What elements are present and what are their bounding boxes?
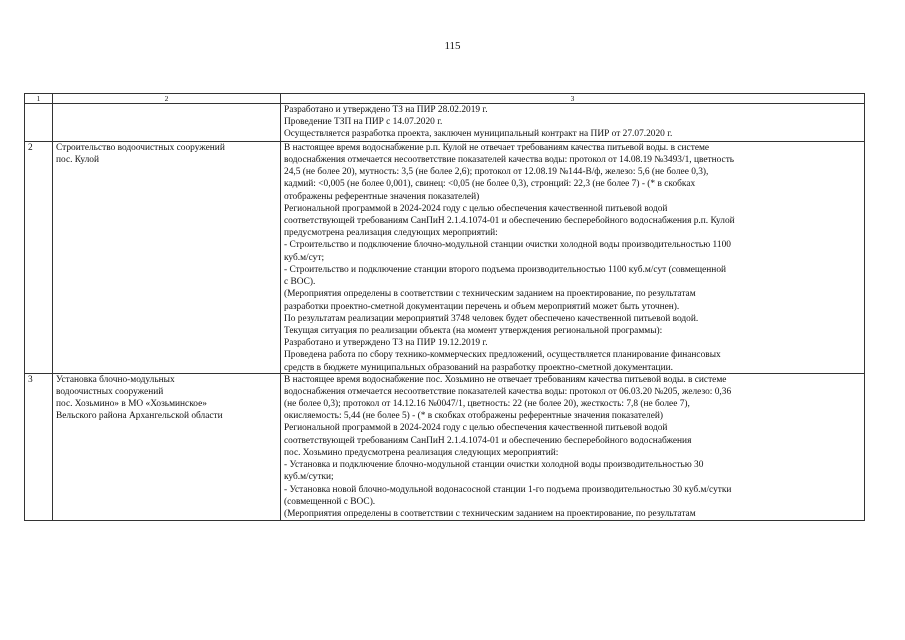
text-line: Разработано и утверждено ТЗ на ПИР 28.02.2019 г. [284,105,488,115]
row-number [25,104,53,142]
row-number: 3 [25,373,53,521]
text-line: соответствующей требованиям СанПиН 2.1.4.1074-01 и обеспечению бесперебойного водоснабжения [284,435,692,446]
table-row [25,373,865,521]
name-line: пос. Хозьмино» в МО «Хозьминское» [56,399,207,410]
text-line: Проведение ТЗП на ПИР с 14.07.2020 г. [284,117,443,128]
text-line: куб.м/сутки; [284,472,334,483]
object-name [53,373,281,521]
description-cell [281,141,865,373]
text-line: Региональной программой в 2024-2024 году с целью обеспечения качественной питьевой водой [284,423,668,434]
text-line: (Мероприятия определены в соответствии с техническим заданием на проектирование, по результатам [284,289,696,300]
text-line: окисляемость: 5,44 (не более 5) - (* в скобках отображены референтные значения показателей) [284,411,664,422]
text-line: В настоящее время водоснабжение р.п. Кулой не отвечает требованиям качества питьевой воды. в системе [284,142,710,153]
text-line: - Строительство и подключение станции второго подъема производительностью 1100 куб.м/сут (совмещенной [284,264,727,275]
page-number: 115 [444,40,461,52]
text-line: кадмий: <0,005 (не более 0,001), свинец: <0,05 (не более 0,3), стронций: 22,3 (не более 7) - (* в скобках [284,179,696,190]
name-line: водоочистных сооружений [56,386,164,397]
text-line: - Установка и подключение блочно-модульной станции очистки холодной воды производительностью 30 [284,460,704,471]
text-line: (Мероприятия определены в соответствии с техническим заданием на проектирование, по результатам [284,509,696,519]
projects-table [24,93,865,521]
description-cell [281,104,865,142]
name-line: Вельского района Архангельской области [56,411,223,422]
row-number: 2 [25,141,53,373]
text-line: Текущая ситуация по реализации объекта (на момент утверждения региональной программы): [284,325,663,336]
text-line: - Строительство и подключение блочно-модульной станции очистки холодной воды производительностью 1100 [284,240,731,251]
text-line: куб.м/сут; [284,252,325,263]
table-row [25,141,865,373]
text-line: - Установка новой блочно-модульной водонасосной станции 1-го подъема производительностью 30 куб.м/сутки [284,484,732,495]
text-line: пос. Хозьмино предусмотрена реализация следующих мероприятий: [284,447,559,458]
text-line: По результатам реализации мероприятий 3748 человек будет обеспечено качественной питьевой водой. [284,313,699,324]
text-line: (совмещенной с ВОС). [284,496,376,507]
description-cell [281,373,865,521]
name-line: пос. Кулой [56,154,99,165]
text-line: разработки проектно-сметной документации перечень и объем мероприятий может быть уточнен). [284,301,680,312]
text-line: (не более 0,3); протокол от 14.12.16 №0047/1, цветность: 22 (не более 20), жесткость: 7,8 (не более 7), [284,399,690,410]
name-line: Установка блочно-модульных [56,374,175,385]
table-header-row [25,94,865,104]
text-line: В настоящее время водоснабжение пос. Хозьмино не отвечает требованиям качества питьевой воды. в системе [284,374,727,385]
header-col-1: 1 [25,94,53,104]
text-line: предусмотрена реализация следующих мероприятий: [284,228,498,239]
text-line: Осуществляется разработка проекта, заключен муниципальный контракт на ПИР от 27.07.2020 г. [284,129,673,140]
text-line: Разработано и утверждено ТЗ на ПИР 19.12.2019 г. [284,338,488,349]
text-line: 24,5 (не более 20), мутность: 3,5 (не более 2,6); протокол от 12.08.19 №144-В/ф, железо: 5,6 (не более 0,3), [284,167,709,178]
text-line: водоснабжения отмечается несоответствие показателей качества воды: протокол от 06.03.20 №205, железо: 0,36 [284,386,732,397]
text-line: Проведена работа по сбору технико-коммерческих предложений, осуществляется планирование финансовых [284,350,721,361]
text-line: Региональной программой в 2024-2024 году с целью обеспечения качественной питьевой водой [284,203,668,214]
object-name [53,104,281,142]
name-line: Строительство водоочистных сооружений [56,142,225,153]
table-row [25,104,865,142]
text-line: водоснабжения отмечается несоответствие показателей качества воды: протокол от 14.08.19 №3493/1, цветность [284,154,735,165]
text-line: отображены референтные значения показателей) [284,191,480,202]
header-col-3: 3 [281,94,865,104]
text-line: с ВОС). [284,277,316,288]
text-line: средств в бюджете муниципальных образований на разработку проектно-сметной документации. [284,362,673,373]
header-col-2: 2 [53,94,281,104]
text-line: соответствующей требованиям СанПиН 2.1.4.1074-01 и обеспечению бесперебойного водоснабжения р.п. Кулой [284,215,735,226]
object-name [53,141,281,373]
